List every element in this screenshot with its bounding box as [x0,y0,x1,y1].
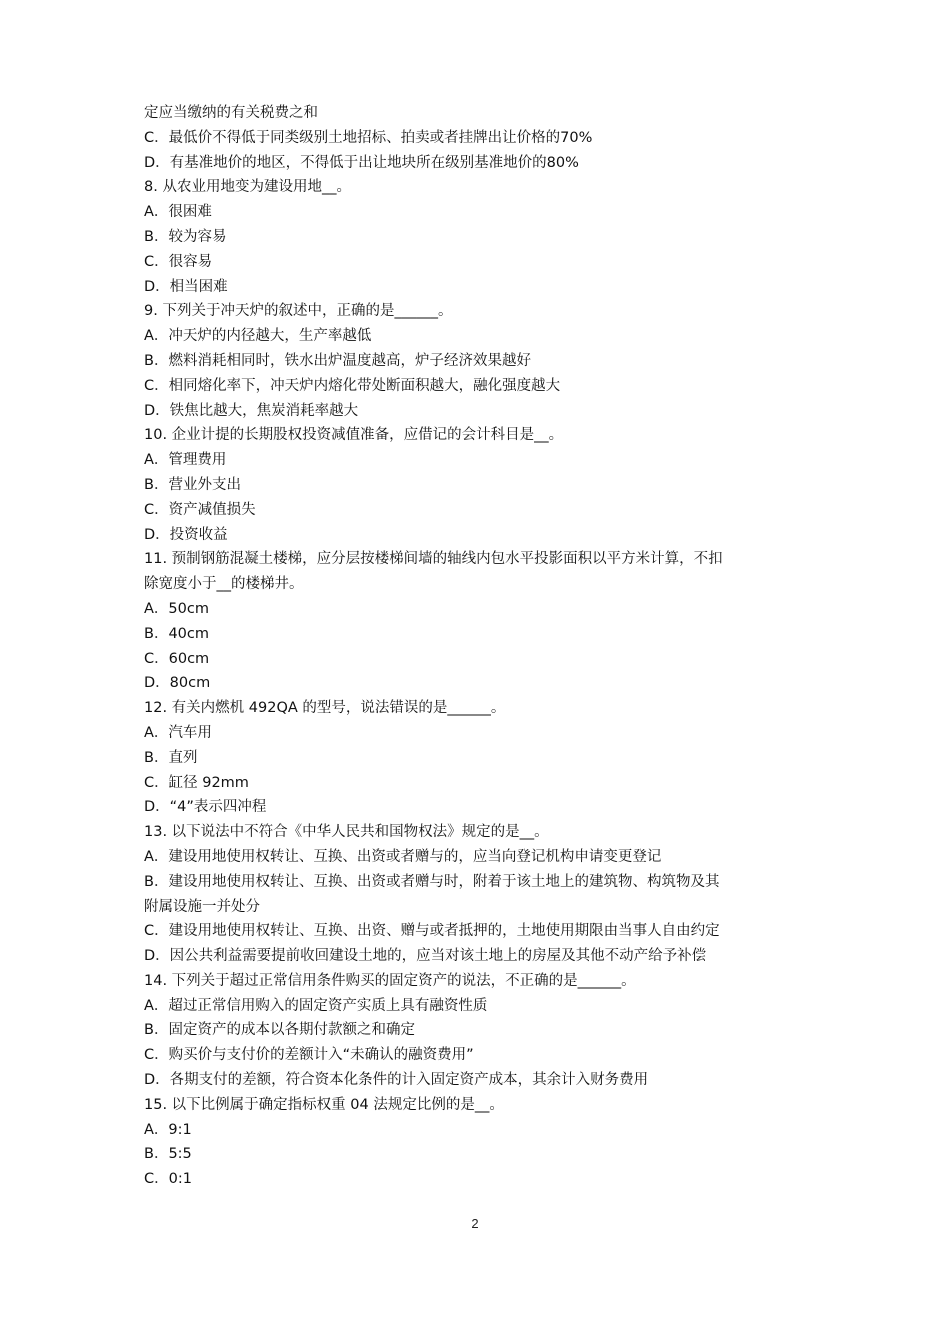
text-line: 15. 以下比例属于确定指标权重 04 法规定比例的是__。 [144,1096,504,1113]
text-line: C．相同熔化率下，冲天炉内熔化带处断面积越大，融化强度越大 [144,377,561,394]
text-line: 14. 下列关于超过正常信用条件购买的固定资产的说法，不正确的是______。 [144,972,636,989]
text-line: 除宽度小于__的楼梯井。 [144,576,304,593]
text-line: A．汽车用 [144,724,212,741]
text-line: 定应当缴纳的有关税费之和 [144,105,318,121]
page-body [144,101,824,1192]
text-line: 附属设施一并处分 [144,898,260,915]
text-line: C．0:1 [144,1171,192,1188]
text-line: A．管理费用 [144,452,227,469]
text-line: A．很困难 [144,204,212,221]
text-line: D．“4”表示四冲程 [144,799,267,816]
text-line: B．营业外支出 [144,476,241,493]
text-line: B．5:5 [144,1146,192,1163]
text-line: 9. 下列关于冲天炉的叙述中，正确的是______。 [144,303,453,320]
text-line: B．燃料消耗相同时，铁水出炉温度越高，炉子经济效果越好 [144,352,531,369]
text-line: D．80cm [144,675,211,692]
text-line: B．建设用地使用权转让、互换、出资或者赠与时，附着于该土地上的建筑物、构筑物及其 [144,873,720,890]
text-line: D．投资收益 [144,526,228,543]
text-line: D．因公共利益需要提前收回建设土地的，应当对该土地上的房屋及其他不动产给予补偿 [144,948,707,965]
text-line: 12. 有关内燃机 492QA 的型号，说法错误的是______。 [144,700,506,717]
text-line: C．最低价不得低于同类级别土地招标、拍卖或者挂牌出让价格的70% [144,129,593,146]
text-line: 10. 企业计提的长期股权投资减值准备，应借记的会计科目是__。 [144,427,564,444]
text-line: C．资产减值损失 [144,501,256,518]
text-line: B．直列 [144,749,198,766]
text-line: A．冲天炉的内径越大，生产率越低 [144,328,372,345]
text-line: C．很容易 [144,253,213,270]
text-line: B．40cm [144,625,209,642]
text-line: 8. 从农业用地变为建设用地__。 [144,179,351,196]
text-line: D．相当困难 [144,278,228,295]
page-number: 2 [471,1216,479,1231]
text-line: D．各期支付的差额，符合资本化条件的计入固定资产成本，其余计入财务费用 [144,1072,649,1089]
text-line: D．铁焦比越大，焦炭消耗率越大 [144,402,359,419]
text-line: A．建设用地使用权转让、互换、出资或者赠与的，应当向登记机构申请变更登记 [144,848,662,865]
text-line: C．建设用地使用权转让、互换、出资、赠与或者抵押的，土地使用期限由当事人自由约定 [144,923,720,940]
text-line: C．60cm [144,650,210,667]
text-line: B．固定资产的成本以各期付款额之和确定 [144,1022,415,1039]
text-line: B．较为容易 [144,228,227,245]
text-line: C．购买价与支付价的差额计入“未确认的融资费用” [144,1047,474,1064]
text-line: 13. 以下说法中不符合《中华人民共和国物权法》规定的是__。 [144,824,549,841]
text-line: A．50cm [144,600,209,617]
text-line: A．9:1 [144,1121,192,1138]
text-line: A．超过正常信用购入的固定资产实质上具有融资性质 [144,997,488,1014]
text-line: C．缸径 92mm [144,774,249,791]
text-line: D．有基准地价的地区，不得低于出让地块所在级别基准地价的80% [144,154,579,171]
text-line: 11. 预制钢筋混凝土楼梯，应分层按楼梯间墙的轴线内包水平投影面积以平方米计算，不扣 [144,551,723,568]
